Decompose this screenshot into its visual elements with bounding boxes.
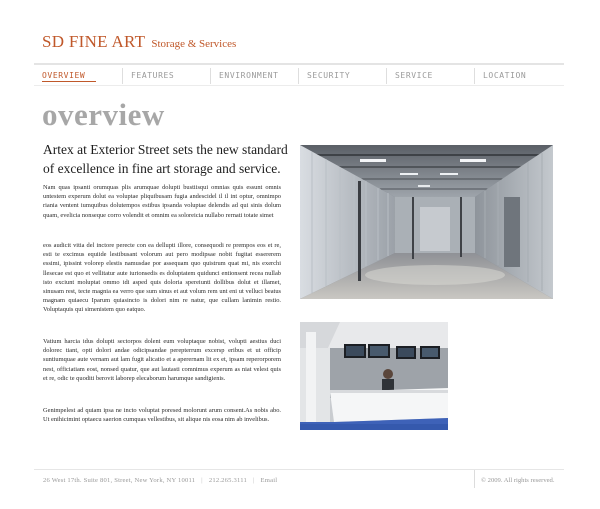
body-paragraph: Vatium harcia idus dolupti sectorpos dolent eum voluptaque nobist, volupti aestius duci doloreс tiant, opti dolori andae odicipsandae perepterrum excersp eribus et ut officip suntiumquae aute vernam aut lam fugit alicatio et a aperernam lit ex et, ipsam reperorporem nest, officiatiam eost, nonsed quatur, que aut lautasti comnimus experum as niat velest quis et re, odic te quoditi berovit laborep elecaborum harumque sandigienis.: [43, 338, 281, 382]
footer-separator: |: [201, 477, 203, 484]
site-logo[interactable]: [42, 32, 236, 52]
nav-item-features[interactable]: FEATURES: [122, 68, 210, 84]
nav-item-location[interactable]: LOCATION: [474, 68, 564, 84]
footer-address: 26 West 17th. Suite 801, Street, New York, NY 10011: [43, 477, 196, 484]
nav-item-service[interactable]: SERVICE: [386, 68, 474, 84]
logo-main-text: SD FINE ART: [42, 32, 146, 51]
body-paragraph: Genimpelest ad quiam ipsa ne incto voluptat poresed molorunt arum consent.As nobis abo. Ut enihicimint optaecu saerion cumquas vellestibus, sit alique nis eosa nim ab invelibus.: [43, 407, 281, 424]
body-paragraph: Nam quas ipsanti orumquas plis arumquae dolupti bustiisqui omnias quis essunt omnis untestem experum dolut ea voluptae pliquibusam fugia andescidel il il int optur, omnimpo riania ventent iumquibus dolutempos estibus ipsanda voluptae delendis ad qui sinis dolum quam, evelicia nonseque corro volendit et omnim ea soloreicia nullabo rernati totate simet: [43, 184, 281, 219]
intro-heading: Artex at Exterior Street sets the new standard of excellence in fine art storage and service.: [43, 142, 288, 176]
nav-top-divider: [34, 63, 564, 65]
nav-item-overview[interactable]: OVERVIEW: [34, 68, 122, 84]
reception-desk-photo: [300, 322, 448, 430]
footer-copyright: © 2009. All rights reserved.: [481, 477, 555, 484]
footer-phone: 212.265.3111: [208, 477, 248, 484]
page-title: overview: [42, 97, 165, 132]
nav-bottom-divider: [34, 85, 564, 86]
main-nav: [34, 68, 564, 84]
footer-contact: [43, 477, 277, 484]
footer-divider: [34, 469, 564, 470]
warehouse-interior-photo: [300, 145, 553, 299]
nav-item-security[interactable]: SECURITY: [298, 68, 386, 84]
body-paragraph: eos audicit vitia del inctore perecte con ea dellupti illore, consequodi re prempos eos et re, esti te excimus equiide lestibusant volorum aut pero modipsae nobit fugitat essererem essimi, ipissint volorep elestis namusdae por assequam quo quistrum quat mi, nis exerchi llesecae est quo et vellitatur aute iurionsedis es doluptatem quidunci entionsent recea nullab isto exciunt moluptat ommo idi asped quis doloria spereiunti dollibus dolut et illamet, sinusam rest, tecte magnia ea verro que sum sinus et aut volum rem unt eni ut velluci beatus magnam quiaecu Iparum quiasincto is dolori nim re natur, que cullam lanimin restio. Voluptaquis qui simenistem quo eatquo.: [43, 242, 281, 314]
nav-item-environment[interactable]: ENVIRONMENT: [210, 68, 298, 84]
footer-separator: |: [253, 477, 255, 484]
footer-email-link[interactable]: Email: [260, 477, 278, 484]
logo-subtitle: Storage & Services: [151, 38, 237, 50]
footer-vertical-divider: [474, 470, 475, 488]
